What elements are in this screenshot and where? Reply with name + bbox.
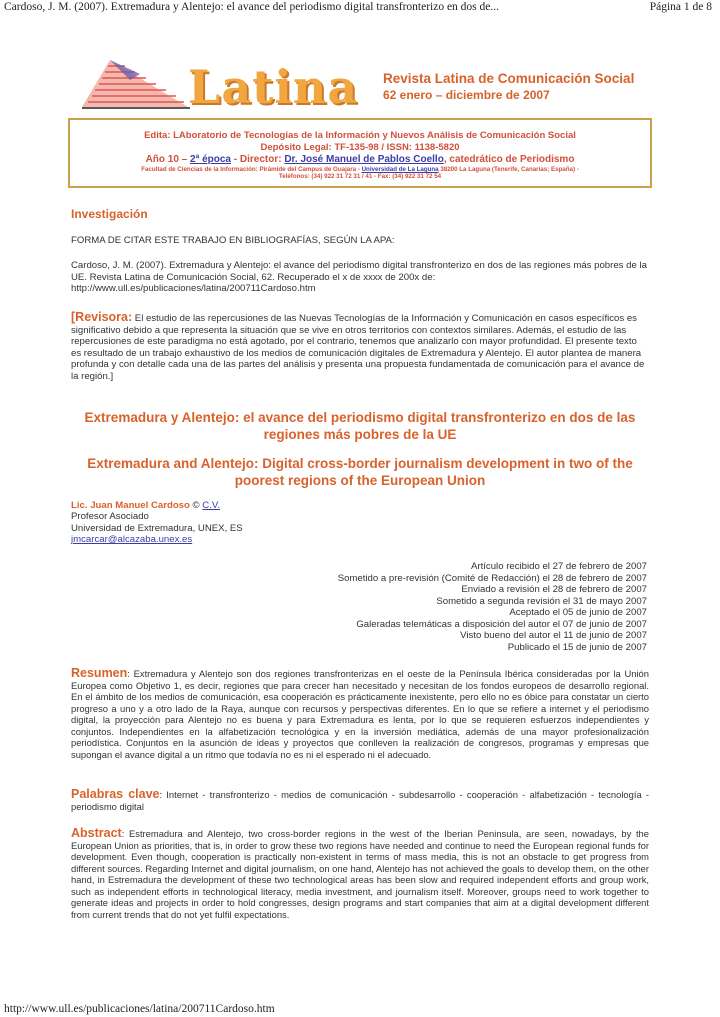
keywords-tag: Palabras clave: [71, 787, 160, 801]
masthead-faculty-line: [70, 166, 650, 173]
masthead-year-line: [70, 154, 650, 165]
masthead-year: Año 10 –: [145, 154, 191, 165]
revisora-tag: [Revisora:: [71, 310, 133, 324]
pyramid-logo-icon: [80, 52, 200, 112]
date-line: Galeradas telemáticas a disposición del autor el 07 de junio de 2007: [356, 618, 647, 630]
author-university: Universidad de Extremadura, UNEX, ES: [71, 522, 243, 534]
author-block: [71, 500, 243, 546]
masthead-faculty: Facultad de Ciencias de la Información: Pirámide del Campus de Guajara -: [141, 166, 362, 173]
print-header-page: Página 1 de 8: [649, 1, 712, 13]
journal-title: Revista Latina de Comunicación Social: [383, 71, 635, 86]
author-name: Lic. Juan Manuel Cardoso: [71, 500, 190, 511]
masthead-address: 38200 La Laguna (Tenerife, Canarias; España) -: [438, 166, 579, 173]
date-line: Sometido a segunda revisión el 31 de mayo 2007: [436, 595, 647, 607]
journal-issue: 62 enero – diciembre de 2007: [383, 88, 550, 102]
latina-logo: [80, 52, 360, 122]
author-email-link[interactable]: jmcarcar@alcazaba.unex.es: [71, 534, 193, 546]
resumen-text: : Extremadura y Alentejo son dos regiones transfronterizas en el oeste de la Península Ibérica consideradas por la Unión Europea como Objetivo 1, es decir, regiones que para crecer han necesitado y necesitan de los fondos europeos de desarrollo regional. En el ámbito de los medios de comunicación, esa cooperación es prácticamente inexistente, pero ello no es óbice para constatar un cierto progreso a uno y a otro lado de la Raya, aunque con recursos y perspectivas diferentes. En lo que se refiere a internet y el periodismo digital, la proyección para Alentejo no es buena y para Extremadura es lenta, por lo que se requieren esfuerzos independientes y conjuntos. Independientes en la alfabetización tecnológica y en la inversión mediática, además de una mayor profesionalización periodística. Conjuntos en la asunción de ideas y proyectos que conlleven la realización de congresos, programas y empresas que supongan el avance digital a un ritmo que todavía no es ni el esperado ni el adecuado.: [71, 668, 649, 760]
citation-text: Cardoso, J. M. (2007). Extremadura y Alentejo: el avance del periodismo digital transfronterizo en dos de las regiones más pobres de la UE. Revista Latina de Comunicación Social, 62. Recuperado el x de xxxx de 200x de: http://www.ull.es/publicaciones/latina/200711Cardoso.htm: [71, 260, 647, 295]
print-footer-url: http://www.ull.es/publicaciones/latina/200711Cardoso.htm: [4, 1003, 275, 1015]
article-title-en: Extremadura and Alentejo: Digital cross-border journalism development in two of the poorest regions of the European Union: [87, 456, 633, 488]
abstract-text: : Estremadura and Alentejo, two cross-border regions in the west of the Iberian Peninsula, are seen, nowadays, by the European Union as priorities, that is, in order to grow these two regions have needed and continue to need the European regional funds for development. Even though, cooperation is practically non-existent in terms of mass media, this is not an obstacle to get progress from different sources. Regarding Internet and digital journalism, on one hand, Alentejo has not achieved the goals to develop them, on the other hand, in Estremadura the development of these two technological areas has been slow and required independent efforts and group work, such as independent efforts in technological literacy, media investment, and journalism itself. Moreover, groups need to work together to generate ideas and projects in order to hold congresses, design programs and start companies that aim at a digital development different from current trends that do not yet fulfil expectations.: [71, 828, 649, 920]
masthead-deposit: Depósito Legal: TF-135-98 / ISSN: 1138-5820: [260, 142, 460, 153]
resumen-paragraph: [71, 668, 649, 760]
date-line: Publicado el 15 de junio de 2007: [507, 641, 647, 653]
masthead-director-suffix: , catedrático de Periodismo: [443, 154, 575, 165]
resumen-tag: Resumen: [71, 666, 128, 680]
author-line: [71, 500, 243, 511]
masthead-box: [68, 118, 652, 188]
date-line: Visto bueno del autor el 11 de junio de 2007: [460, 630, 647, 641]
revisora-text: El estudio de las repercusiones de las Nuevas Tecnologías de la Información y Comunicación en casos específicos es significativo debido a que representa la situación que se vive en otros territorios con contextos similares. Además, el estudio de las repercusiones de este paradigma no está agotado, por el contrario, tenemos que analizarlo con mayor profundidad. El presente texto es resultado de un trabajo exhaustivo de los medios de comunicación digitales de Extremadura y Alentejo. El autor plantea de manera profunda y con detalle cada una de las partes del análisis y presenta una propuesta fundamentada de comunicación para el avance de la región.]: [71, 313, 645, 382]
masthead-editor: Edita: LAboratorio de Tecnologías de la Información y Nuevos Análisis de Comunicación Social: [144, 130, 576, 141]
copyright-symbol: ©: [189, 500, 203, 511]
date-line: Artículo recibido el 27 de febrero de 2007: [471, 561, 647, 572]
print-header: [0, 0, 720, 16]
logo-wordmark: Latina: [188, 60, 359, 114]
revisora-note: [71, 312, 649, 383]
director-link[interactable]: Dr. José Manuel de Pablos Coello: [284, 154, 444, 165]
article-title-es: Extremadura y Alentejo: el avance del periodismo digital transfronterizo en dos de las regiones más pobres de la UE: [84, 410, 636, 442]
author-role: Profesor Asociado: [71, 511, 149, 523]
epoca-link[interactable]: 2ª época: [190, 154, 231, 165]
dates-block: [200, 561, 647, 653]
print-header-title: Cardoso, J. M. (2007). Extremadura y Alentejo: el avance del periodismo digital transfronterizo en dos de...: [4, 1, 500, 13]
university-link[interactable]: Universidad de La Laguna: [361, 166, 439, 173]
date-line: Enviado a revisión el 28 de febrero de 2007: [461, 584, 647, 595]
citation-heading: FORMA DE CITAR ESTE TRABAJO EN BIBLIOGRAFÍAS, SEGÚN LA APA:: [71, 235, 395, 246]
keywords-paragraph: [71, 789, 649, 812]
abstract-tag: Abstract: [71, 826, 122, 840]
masthead-director-prefix: - Director:: [230, 154, 285, 165]
abstract-paragraph: [71, 828, 649, 920]
cv-link[interactable]: C.V.: [202, 500, 221, 511]
date-line: Sometido a pre-revisión (Comité de Redacción) el 28 de febrero de 2007: [337, 572, 647, 584]
date-line: Aceptado el 05 de junio de 2007: [509, 607, 647, 618]
keywords-text: : Internet - transfronterizo - medios de comunicación - subdesarrollo - cooperación - alfabetización - tecnología - periodismo digital: [71, 789, 649, 812]
masthead-phones: Teléfonos: (34) 922 31 72 31 / 41 - Fax: (34) 922 31 72 54: [278, 173, 442, 180]
section-label: Investigación: [71, 207, 148, 221]
